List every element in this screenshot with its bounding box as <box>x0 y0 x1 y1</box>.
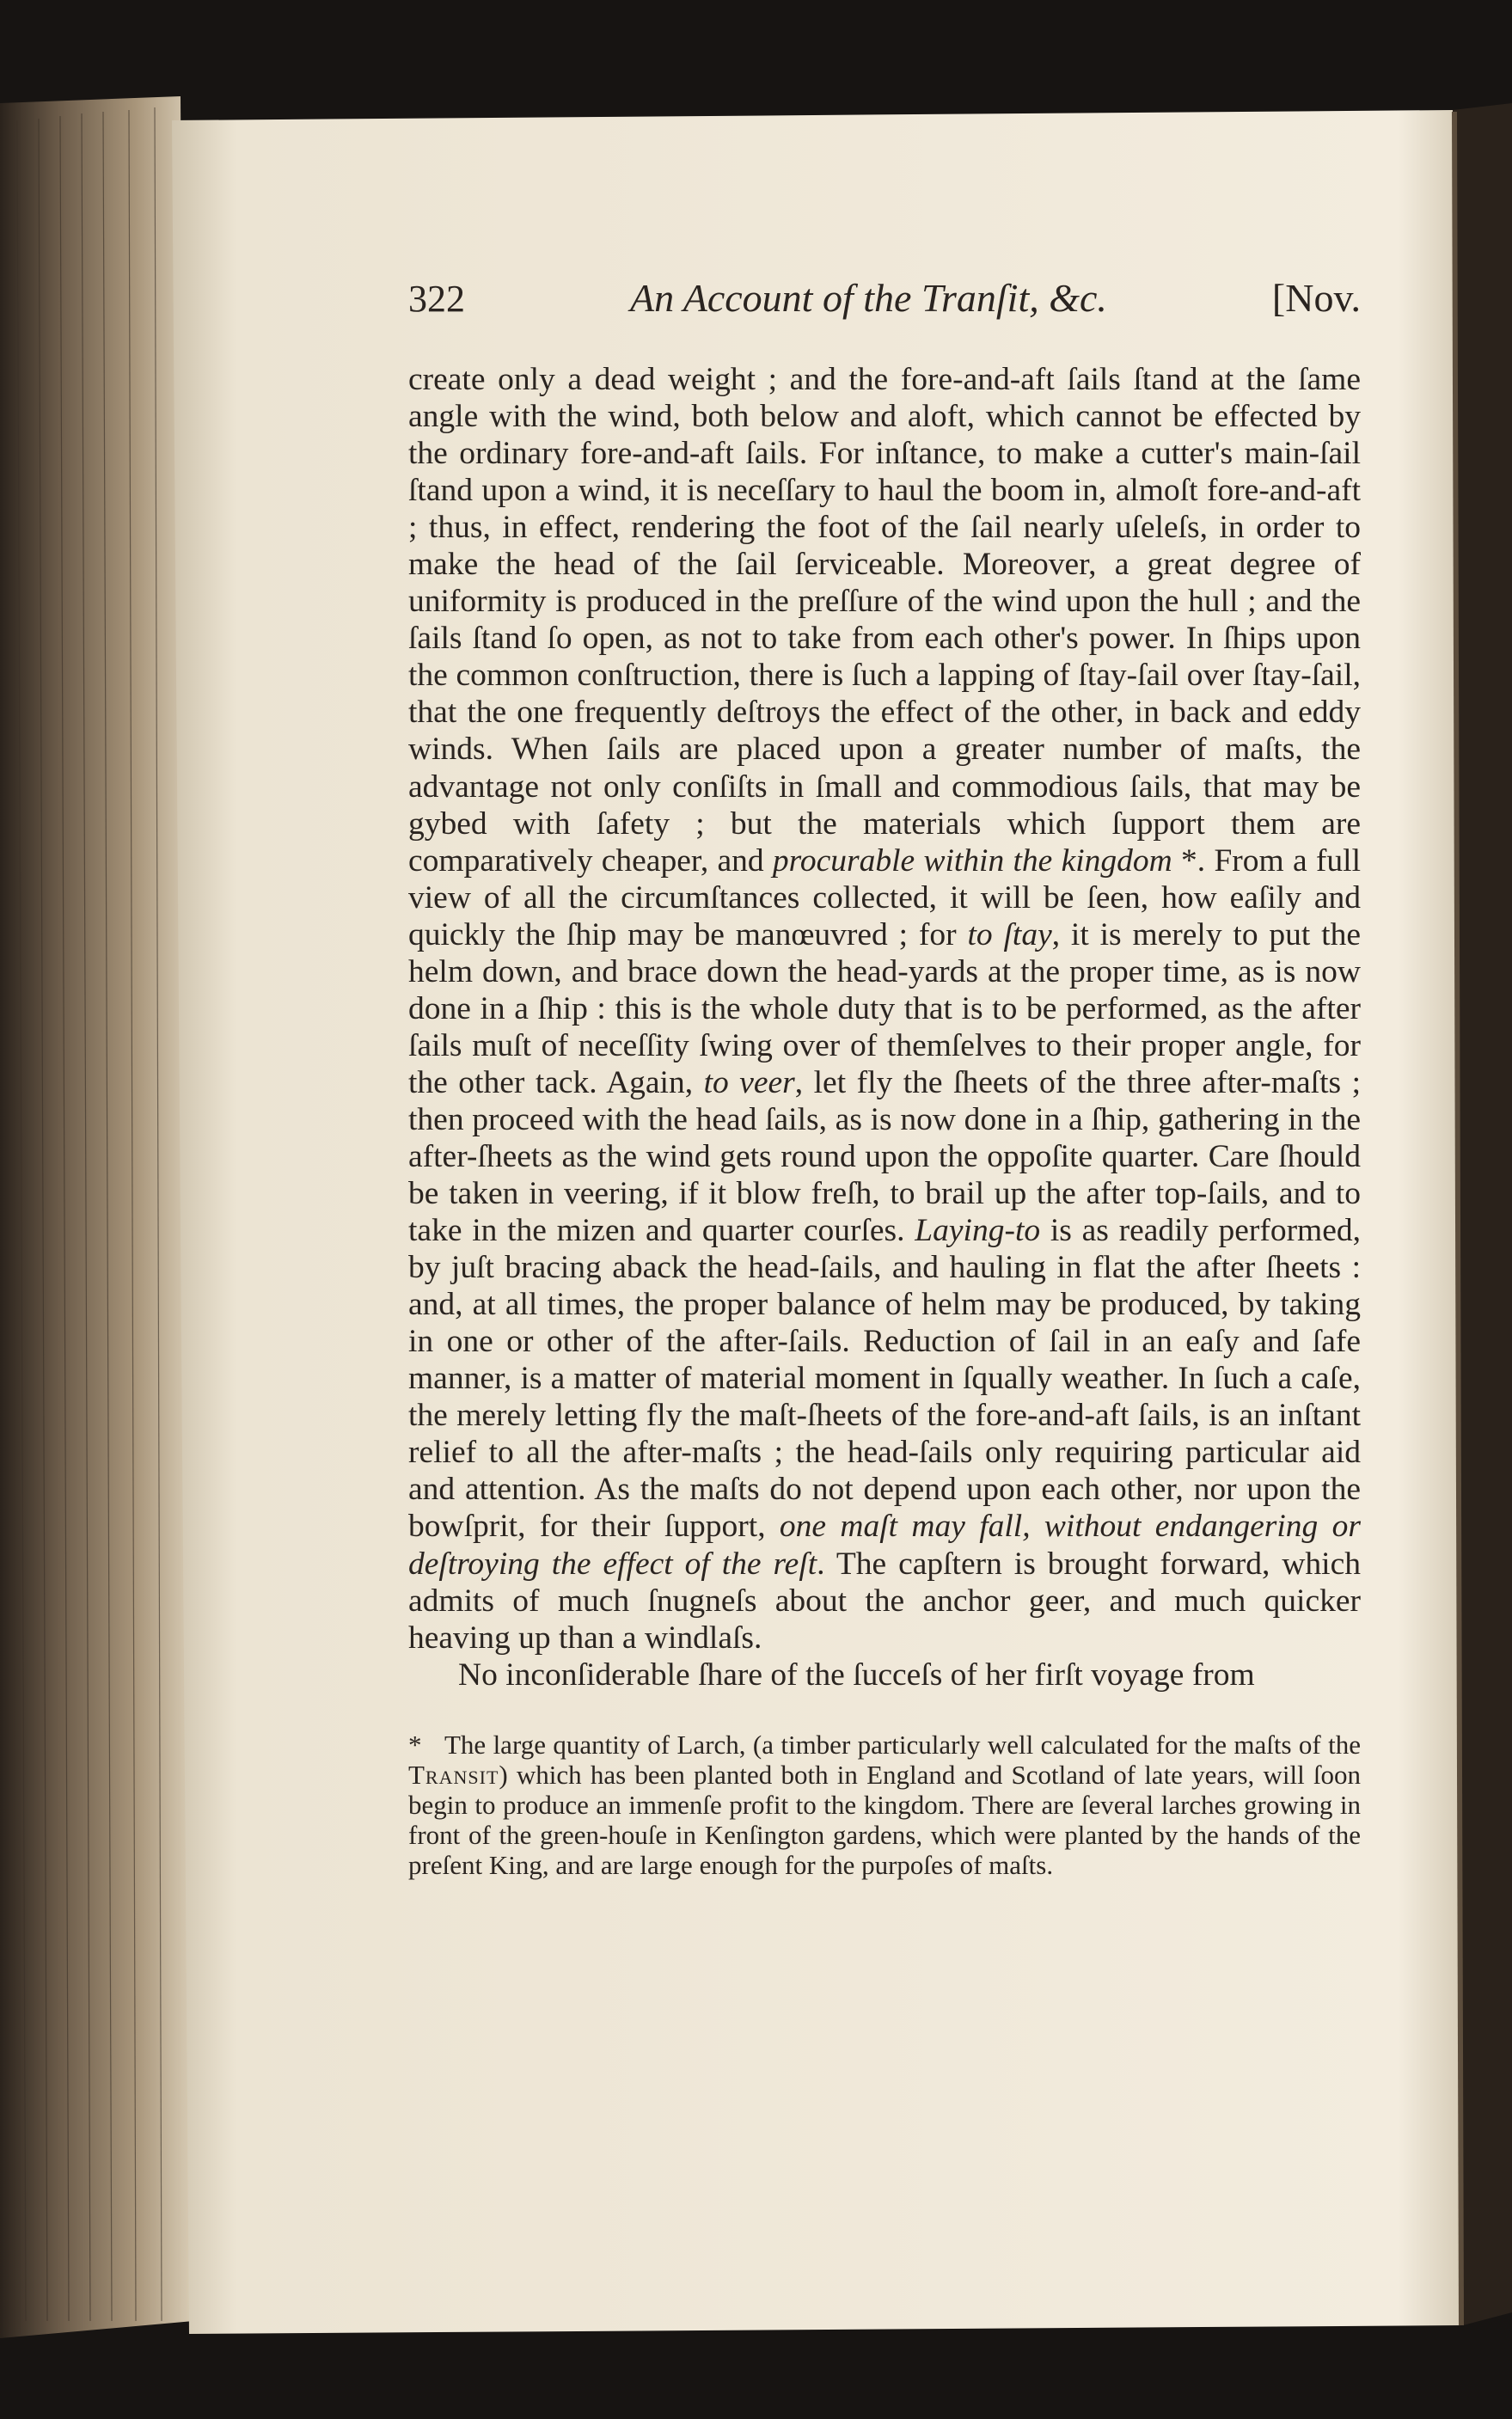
body-text <box>408 361 1361 1693</box>
footnote <box>408 1730 1361 1880</box>
footnote-text: The large quantity of Larch, (a timber particularly well calculated for the maſts of the <box>444 1729 1361 1760</box>
text-run: . The capſtern is brought forward, which admits of much ſnugneſs about the anchor geer, and much quicker heaving up than a windlaſs. <box>408 1546 1361 1656</box>
running-head <box>408 275 1361 327</box>
paragraph-continued <box>408 361 1361 1657</box>
text-run: create only a dead weight ; and the fore-and-aft ſails ſtand at the ſame angle with the wind, both below and aloft, which cannot be effected by the ordinary fore-and-aft ſails. For inſtance, to make a cutter's main-ſail ſtand upon a wind, it is neceſſary to haul the boom in, almoſt fore-and-aft ; thus, in effect, rendering the foot of the ſail nearly uſeleſs, in order to make the head of the ſail ſerviceable. Moreover, a great degree of uniformity is produced in the preſſure of the wind upon the hull ; and the ſails ſtand ſo open, as not to take from each other's power. In ſhips upon the common conſtruction, there is ſuch a lapping of ſtay-ſail over ſtay-ſail, that the one frequently deſtroys the effect of the other, in back and eddy winds. When ſails are placed upon a greater number of maſts, the advantage not only conſiſts in ſmall and commodious ſails, that may be gybed with ſafety ; but the materials which ſupport them are comparatively cheaper, and <box>408 362 1361 879</box>
italic-run: to ſtay <box>967 916 1052 952</box>
footnote-marker: * <box>408 1729 422 1760</box>
text-run: , let fly the ſheets of the three after-maſts ; then proceed with the head ſails, as is now done in a ſhip, gathering in the after-ſheets as the wind gets round upon the oppoſite quarter. Care ſhould be taken in veering, if it blow freſh, to brail up the after top-ſails, and to take in the mizen and quarter courſes. <box>408 1064 1362 1249</box>
page-number: 322 <box>408 278 465 320</box>
footnote-text: ) which has been planted both in England and Scotland of late years, will ſoon begin to produce an immenſe profit to the kingdom. There are ſeveral larches growing in front of the green-houſe in Kenſington gardens, which were planted by the hands of the preſent King, and are large enough for the purpoſes of maſts. <box>408 1759 1361 1880</box>
paragraph-new: No inconſiderable ſhare of the ſucceſs of her firſt voyage from <box>458 1657 1255 1693</box>
footnote-smallcaps: Transit <box>408 1759 499 1790</box>
running-title: An Account of the Tranſit, &c. <box>629 276 1107 320</box>
running-month: [Nov. <box>1271 276 1361 320</box>
text-run: is as readily performed, by juſt bracing aback the head-ſails, and hauling in flat the after ſheets : and, at all times, the proper balance of helm may be produced, by taking in one or other of the after-ſails. Reduction of ſail in an eaſy and ſafe manner, is a matter of material moment in ſqually weather. In ſuch a caſe, the merely letting fly the maſt-ſheets of the fore-and-aft ſails, is an inſtant relief to all the after-maſts ; the head-ſails only requiring particular aid and attention. As the maſts do not depend upon each other, nor upon the bowſprit, for their ſupport, <box>408 1213 1361 1545</box>
text-run: , it is merely to put the helm down, and brace down the head-yards at the proper time, as is now done in a ſhip : this is the whole duty that is to be performed, as the after ſails muſt of neceſſity ſwing over of themſelves to their proper angle, for the other tack. Again, <box>408 916 1361 1100</box>
left-page-stack <box>0 96 193 2338</box>
text-run: *. From a full view of all the circumſtances collected, it will be ſeen, how eaſily and quickly the ſhip may be manœuvred ; for <box>408 842 1361 952</box>
printed-page <box>408 275 1361 1880</box>
italic-run: to veer <box>703 1064 795 1100</box>
italic-run: procurable within the kingdom <box>772 842 1172 879</box>
italic-run: one maſt may fall, without endangering or deſtroying the effect of the reſt <box>408 1509 1361 1582</box>
italic-run: Laying-to <box>915 1213 1041 1249</box>
